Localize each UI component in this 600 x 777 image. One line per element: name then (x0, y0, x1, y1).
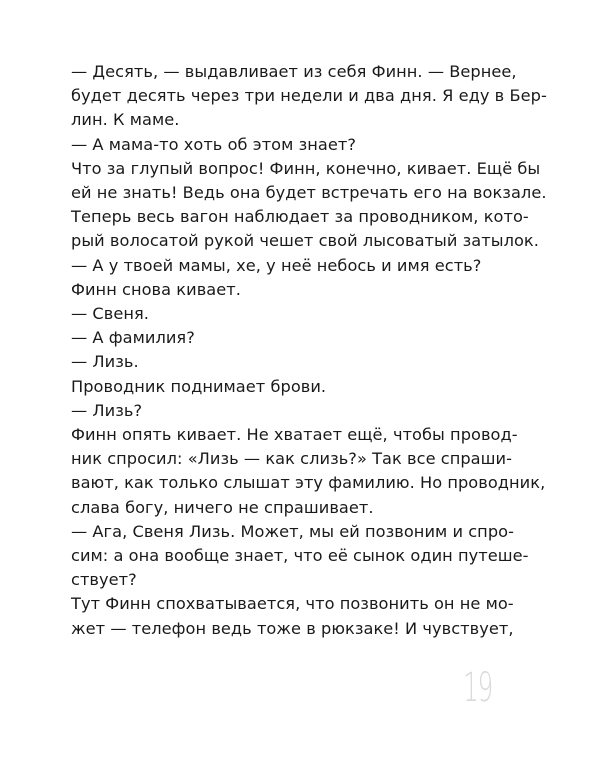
paragraph (66, 375, 502, 399)
text-line: сим: а она вообще знает, что её сынок один путеше- (71, 546, 529, 566)
paragraph (66, 326, 502, 350)
paragraph (66, 157, 547, 205)
text-line: слава богу, ничего не спрашивает. (71, 497, 374, 517)
text-line: Финн снова кивает. (71, 279, 241, 299)
text-line: ей не знать! Ведь она будет встречать его на вокзале. (71, 183, 547, 203)
text-line: Тут Финн спохватывается, что позвонить он не мо- (71, 594, 514, 614)
text-line: — А фамилия? (71, 328, 195, 348)
text-line: — А мама-то хоть об этом знает? (71, 134, 356, 154)
paragraph (66, 60, 547, 133)
text-line: Финн опять кивает. Не хватает ещё, чтобы провод- (71, 425, 518, 445)
text-line: ствует? (71, 570, 137, 590)
paragraph (66, 302, 502, 326)
paragraph (66, 423, 546, 520)
page-number: 19 (463, 665, 493, 711)
paragraph (66, 350, 502, 374)
text-line: — Свеня. (71, 304, 150, 324)
text-line: Теперь весь вагон наблюдает за проводником, кото- (71, 207, 529, 227)
text-line: — Лизь? (71, 400, 143, 420)
body-text (66, 60, 547, 641)
text-line: — Ага, Свеня Лизь. Может, мы ей позвоним и спро- (71, 521, 514, 541)
paragraph (66, 278, 502, 302)
paragraph (66, 205, 539, 253)
text-line: лин. К маме. (71, 110, 180, 130)
paragraph (66, 399, 502, 423)
text-line: — А у твоей мамы, хе, у неё небось и имя есть? (71, 255, 482, 275)
text-line: будет десять через три недели и два дня. Я еду в Бер- (71, 86, 547, 106)
text-line: Что за глупый вопрос! Финн, конечно, кивает. Ещё бы (71, 158, 541, 178)
paragraph (66, 520, 529, 593)
text-line: — Десять, — выдавливает из себя Финн. — Вернее, (71, 62, 517, 81)
text-line: рый волосатой рукой чешет свой лысоватый затылок. (71, 231, 539, 251)
paragraph (66, 592, 514, 640)
text-line: жет — телефон ведь тоже в рюкзаке! И чувствует, (71, 618, 514, 638)
text-line: — Лизь. (71, 352, 139, 372)
text-line: Проводник поднимает брови. (71, 376, 327, 396)
paragraph (66, 133, 502, 157)
text-line: ник спросил: «Лизь — как слизь?» Так все спраши- (71, 449, 512, 469)
paragraph (66, 254, 502, 278)
text-line: вают, как только слышат эту фамилию. Но проводник, (71, 473, 546, 493)
